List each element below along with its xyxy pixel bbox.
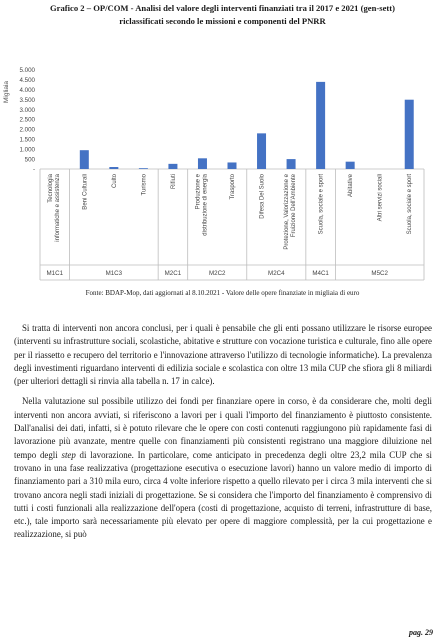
group-label: M1C3 (105, 270, 123, 277)
bar (80, 150, 89, 169)
x-tick-label: Altri servizi sociali (377, 174, 384, 222)
bar (346, 162, 355, 169)
x-tick-label: Protezione, Valorizzazione eFruizione Dell'Ambiente (284, 174, 298, 250)
paragraph-2-italic: step (61, 449, 76, 460)
y-tick-label: 4.000 (19, 87, 35, 94)
group-label: M2C1 (164, 270, 182, 277)
x-tick-label: Tecnologiainformatiche e assistenza (47, 174, 61, 242)
group-label: M5C2 (371, 270, 388, 277)
y-tick-label: 2.000 (19, 126, 35, 134)
x-tick-label: Trasporto (230, 174, 236, 200)
y-tick-label: - (32, 166, 35, 174)
bar (109, 167, 118, 169)
y-tick-label: 500 (24, 156, 35, 164)
paragraph-2-part-1: Nella valutazione sul possibile utilizzo dei fondi per finanziare opere in corso, è da considerare che, molti degli interventi non ancora avviati, si riferiscono a lavori per i quali l'importo del finanziamento è piuttosto consistente. Dall'analisi dei dati, infatti, si è potuto rilevare che le opere con costi contenuti raggiungono più rapidamente fasi di lavorazione più avanzate, mentre quelle con finanziamenti più consistenti registrano una maggiore diluizione nel tempo degli (14, 396, 432, 460)
y-tick-label: 1.000 (19, 146, 35, 154)
group-label: M2C4 (268, 270, 285, 277)
group-label: M4C1 (312, 270, 329, 277)
y-tick-label: 2.500 (19, 116, 35, 124)
y-tick-label: 3.500 (19, 96, 35, 104)
bar (257, 133, 266, 169)
bar (228, 162, 237, 169)
paragraph-2-part-2: di lavorazione. In particolare, come anticipato in precedenza degli oltre 23,2 mila CUP che si trovano in una fase realizzativa (progettazione esecutiva o esecuzione lavori) hanno un valore medio di importo di finanziamento pari a 310 mila euro, circa 4 volte inferiore rispetto a quello rilevato per i circa 3 mila interventi che si trovano ancora negli stadi iniziali di progettazione. Se si considera che l'importo del finanziamento è comprensivo di tutti i costi funzionali alla realizzazione dell'opera (costi di progettazione, acquisto di terreni, infrastrutture di base, etc.), tale importo sarà necessariamente più elevato per opere di maggiore complessità, per la cui progettazione e realizzazione, si può (14, 449, 432, 540)
x-tick-label: Produzione edistribuzione di energia (195, 174, 209, 236)
paragraph-2 (14, 395, 432, 541)
group-label: M2C2 (208, 270, 226, 277)
bar (168, 164, 177, 169)
x-tick-label: Beni Culturali (82, 174, 89, 210)
y-tick-label: 4.500 (19, 77, 35, 85)
bar (198, 158, 207, 169)
x-tick-label: Scuola, sociale e sport (318, 174, 325, 235)
bar (316, 82, 325, 169)
group-label: M1C1 (46, 270, 64, 277)
y-tick-label: 1.500 (19, 136, 35, 144)
paragraph-1: Si tratta di interventi non ancora conclusi, per i quali è pensabile che gli enti possano utilizzare le risorse europee (interventi su infrastrutture sociali, scolastiche, abitative e strutture con vocazione turistica e culturale, fino alle opere per il riassetto e recupero del territorio e l'innovazione attraverso l'utilizzo di tecnologie informatiche). La prevalenza degli investimenti riguardano interventi di edilizia sociale e scolastica con oltre 13 mila CUP che sfiora gli 8 miliardi (per ulteriori dettagli si rinvia alla tabella n. 17 in calce). (14, 323, 432, 387)
x-tick-label: Scuola, sociale e sport (407, 174, 414, 235)
bar (405, 100, 414, 169)
y-tick-label: 5.000 (19, 67, 35, 75)
figure-title-line-1: Grafico 2 – OP/COM - Analisi del valore degli interventi finanziati tra il 2017 e 2021 (gen-sett) (50, 3, 395, 13)
x-tick-label: Abitative (348, 174, 355, 198)
figure-title-line-2: riclassificati secondo le missioni e componenti del PNRR (119, 15, 326, 26)
x-tick-label: Culto (111, 174, 118, 189)
y-axis-label: Migliaia (3, 80, 10, 104)
x-tick-label: Rifiuti (170, 174, 177, 190)
y-tick-label: 3.000 (19, 106, 35, 114)
bar (287, 159, 296, 169)
bar (139, 168, 148, 169)
page-number: pag. 29 (409, 628, 433, 637)
x-tick-label: Difesa Del Suolo (259, 174, 266, 219)
bar-chart (0, 0, 445, 290)
figure-source: Fonte: BDAP-Mop, dati aggiornati al 8.10.2021 - Valore delle opere finanziate in migliaia di euro (85, 289, 360, 297)
x-tick-label: Turismo (141, 174, 148, 196)
body-text (14, 322, 432, 549)
